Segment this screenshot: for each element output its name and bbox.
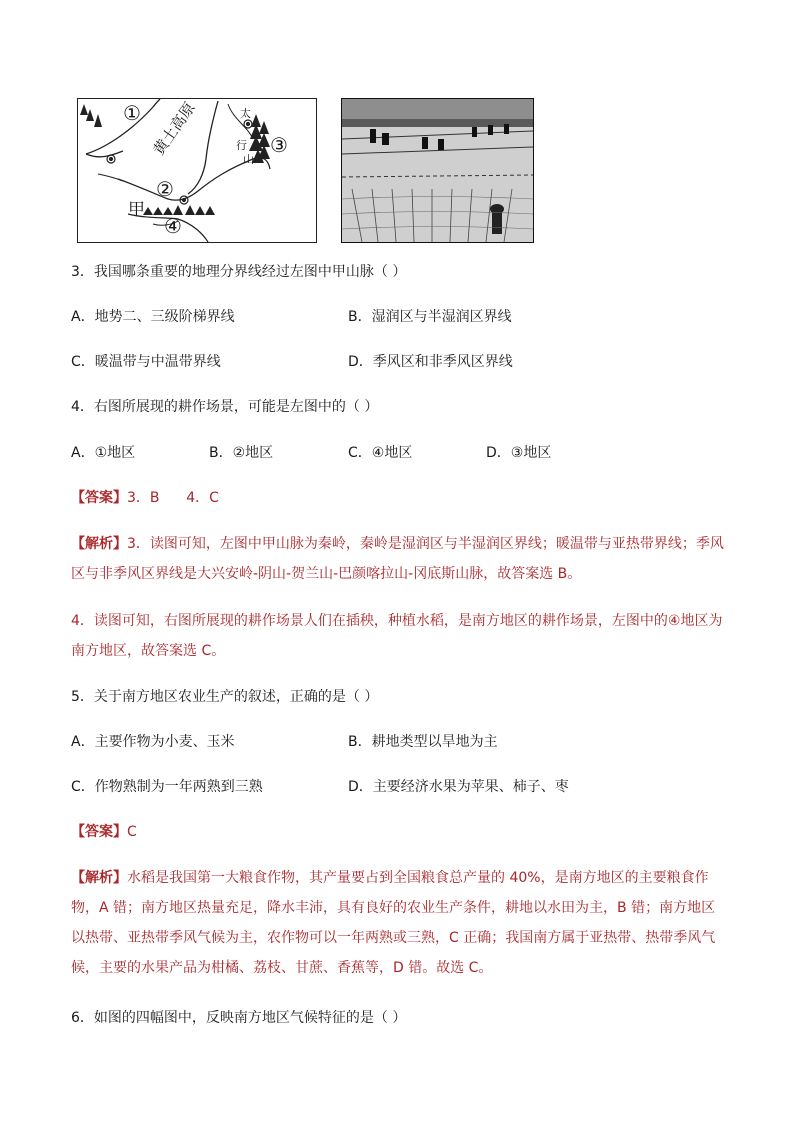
map-label-taihang-3: 山 <box>243 153 254 166</box>
q5-option-d: D．主要经济水果为苹果、柿子、枣 <box>348 779 569 795</box>
q3-option-a: A．地势二、三级阶梯界线 <box>71 309 235 325</box>
map-figure <box>77 98 317 243</box>
q4-option-b: B．②地区 <box>209 445 274 461</box>
answer-5-text: C <box>127 824 137 840</box>
answer-3-4 <box>71 488 219 508</box>
q4-option-c: C．④地区 <box>348 445 413 461</box>
explanation-3-text: 3．读图可知，左图中甲山脉为秦岭，秦岭是湿润区与半湿润区界线；暖温带与亚热带界线；季风区与非季风区界线是大兴安岭-阴山-贺兰山-巴颜喀拉山-冈底斯山脉，故答案选 B。 <box>71 536 724 582</box>
map-label-region1: ① <box>123 101 141 125</box>
explanation-5-tag: 【解析】 <box>71 870 127 886</box>
map-label-mountain-jia: 甲 <box>128 200 145 220</box>
rice-field-scene <box>342 99 533 242</box>
q5-stem: 5．关于南方地区农业生产的叙述，正确的是（ ） <box>71 689 379 705</box>
q4-option-a: A．①地区 <box>71 445 136 461</box>
q5-option-a: A．主要作物为小麦、玉米 <box>71 734 235 750</box>
map-label-taihang-2: 行 <box>236 139 247 152</box>
q4-option-d: D．③地区 <box>486 445 552 461</box>
map-label-region2: ② <box>156 177 174 201</box>
q5-option-b: B．耕地类型以旱地为主 <box>348 734 498 750</box>
explanation-3 <box>71 529 726 589</box>
map-label-region3: ③ <box>270 133 288 157</box>
q3-option-b: B．湿润区与半湿润区界线 <box>348 309 512 325</box>
answer-text: 3．B 4．C <box>127 490 219 506</box>
explanation-5-text: 水稻是我国第一大粮食作物，其产量要占到全国粮食总产量的 40%，是南方地区的主要粮食作物，A 错；南方地区热量充足，降水丰沛，具有良好的农业生产条件，耕地以水田为主，B 错；南方地区以热带、亚热带季风气候为主，农作物可以一年两熟或三熟，C 正确；我国南方属于亚热带、热带季风气候，主要的水果产品为柑橘、荔枝、甘蔗、香蕉等，D 错。故选 C。 <box>71 870 716 976</box>
explanation-5 <box>71 863 726 983</box>
map-label-taihang-1: 太 <box>240 107 251 120</box>
map-drawing <box>78 99 316 242</box>
answer-5-tag: 【答案】 <box>71 824 127 840</box>
explanation-4: 4．读图可知，右图所展现的耕作场景人们在插秧，种植水稻，是南方地区的耕作场景，左图中的④地区为南方地区，故答案选 C。 <box>71 613 723 659</box>
explanation-tag: 【解析】 <box>71 536 127 552</box>
q3-option-d: D．季风区和非季风区界线 <box>348 354 513 370</box>
map-label-region4: ④ <box>164 214 182 238</box>
q6-stem: 6．如图的四幅图中，反映南方地区气候特征的是（ ） <box>71 1010 407 1026</box>
rice-field-photo <box>341 98 534 243</box>
answer-5 <box>71 822 137 842</box>
q3-option-c: C．暖温带与中温带界线 <box>71 354 221 370</box>
q4-stem: 4．右图所展现的耕作场景，可能是左图中的（ ） <box>71 399 379 415</box>
answer-tag: 【答案】 <box>71 490 127 506</box>
q3-stem: 3．我国哪条重要的地理分界线经过左图中甲山脉（ ） <box>71 264 407 280</box>
q5-option-c: C．作物熟制为一年两熟到三熟 <box>71 779 263 795</box>
map-label-plateau: 黄土高原 <box>149 98 199 159</box>
